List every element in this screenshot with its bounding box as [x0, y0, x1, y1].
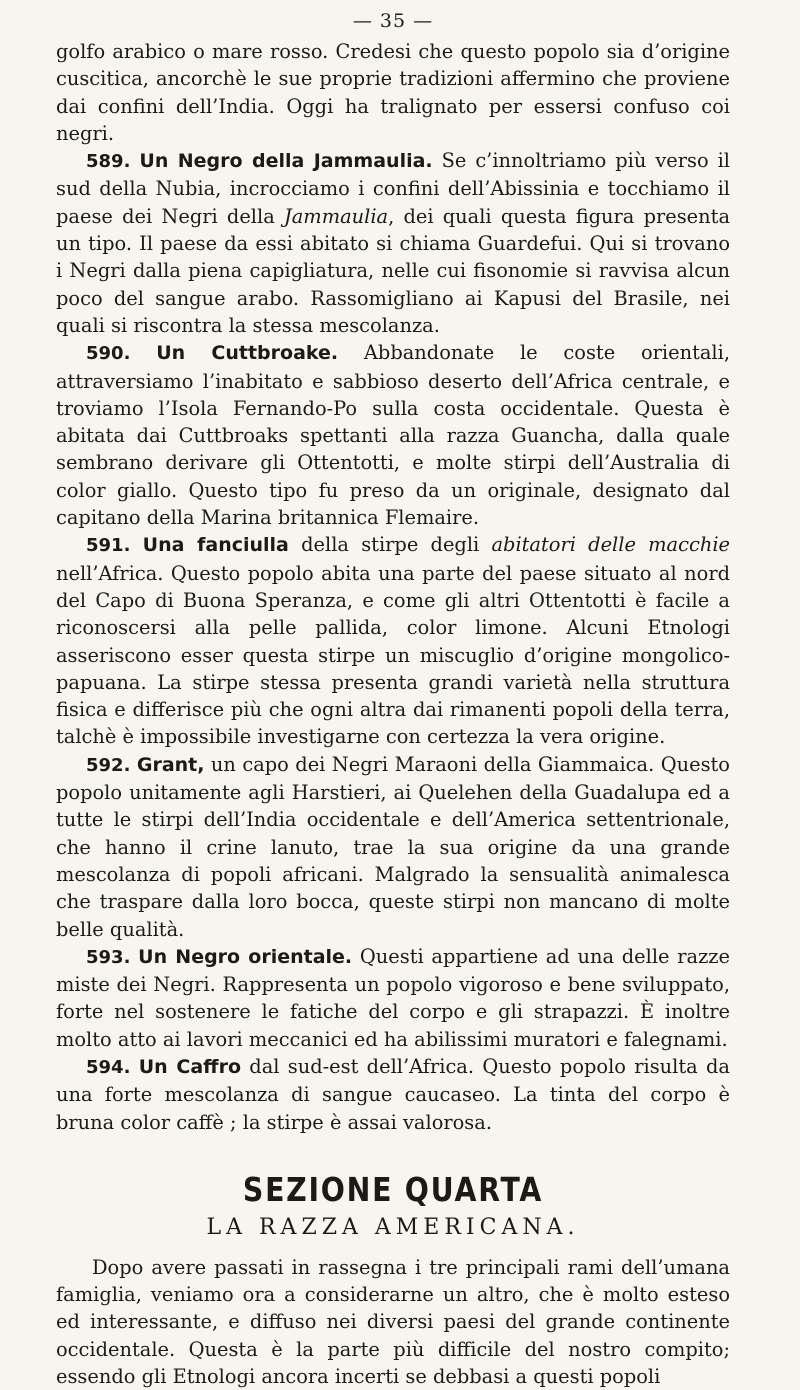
- entry-number: 591.: [86, 535, 131, 557]
- entry-591: [56, 531, 730, 750]
- entry-592: [56, 751, 730, 943]
- entry-italic-term: Jammaulia: [283, 204, 389, 228]
- entry-title: Una fanciulla: [142, 534, 289, 557]
- entry-text: Se c’innoltriamo più verso il sud della Nubia, incrocciamo i confini dell’Abissinia e tocchiamo il paese dei Negri della: [56, 149, 731, 228]
- entry-title: Un Negro orientale.: [138, 945, 353, 968]
- entry-593: [56, 943, 730, 1053]
- entry-590: [56, 339, 730, 531]
- entry-number: 593.: [86, 946, 131, 968]
- entry-title: Un Caffro: [138, 1055, 241, 1078]
- entry-title: Grant,: [136, 753, 205, 776]
- entry-number: 592.: [86, 754, 131, 776]
- entry-text-continued: nell’Africa. Questo popolo abita una parte del paese situato al nord del Capo di Buona Speranza, e come gli altri Ottentotti è facile a riconoscersi alla pelle pallida, color limone. Alcuni Etnologi asseriscono esser questa stirpe un miscuglio d’origine mongolico-papuana. La stirpe stessa presenta grandi varietà nella struttura fisica e differisce più che ogni altra dai rimanenti popoli della terra, talchè è impossibile investigarne con certezza la vera origine.: [56, 561, 730, 749]
- entry-number: 594.: [86, 1056, 131, 1078]
- entry-number: 590.: [86, 343, 131, 365]
- entry-text-continued: , dei quali questa figura presenta un tipo. Il paese da essi abitato si chiama Guardefui. Qui si trovano i Negri dalla piena capigliatura, nelle cui fisonomie si ravvisa alcun poco del sangue arabo. Rassomigliano ai Kapusi del Brasile, nei quali si riscontra la stessa mescolanza.: [56, 204, 730, 337]
- entry-text: Questi appartiene ad una delle razze miste dei Negri. Rappresenta un popolo vigoroso e bene sviluppato, forte nel sostenere le fatiche del corpo e gli strapazzi. È inoltre molto atto ai lavori meccanici ed ha abilissimi muratori e falegnami.: [56, 944, 730, 1051]
- entry-title: Un Cuttbroake.: [156, 342, 339, 365]
- page-number: — 35 —: [352, 10, 434, 32]
- entry-594: [56, 1053, 730, 1136]
- intro-paragraph: golfo arabico o mare rosso. Credesi che questo popolo sia d’origine cuscitica, ancorchè le sue proprie tradizioni affermino che proviene dai confini dell’India. Oggi ha tralignato per essersi confuso coi negri.: [56, 40, 730, 145]
- entry-number: 589.: [86, 151, 131, 173]
- entry-589: [56, 147, 730, 339]
- closing-block: [56, 1254, 730, 1390]
- entry-text: dal sud-est dell’Africa. Questo popolo risulta da una forte mescolanza di sangue caucaseo. La tinta del corpo è bruna color caffè ; la stirpe è assai valorosa.: [56, 1054, 730, 1134]
- entry-italic-term: abitatori delle macchie: [491, 533, 730, 557]
- entry-text: Abbandonate le coste orientali, attraversiamo l’inabitato e sabbioso deserto dell’Africa centrale, e troviamo l’Isola Fernando-Po sulla costa occidentale. Questa è abitata dai Cuttbroaks spettanti alla razza Guancha, dalla quale sembrano derivare gli Ottentotti, e molte stirpi dell’Australia di color giallo. Questo tipo fu preso da un originale, designato dal capitano della Marina britannica Flemaire.: [56, 341, 730, 530]
- entry-text: della stirpe degli: [288, 533, 492, 557]
- closing-paragraph: Dopo avere passati in rassegna i tre principali rami dell’umana famiglia, veniamo ora a considerarne un altro, che è molto esteso ed interessante, e diffuso nei diversi paesi del grande continente occidentale. Questa è la parte più difficile del nostro compito; essendo gli Etnologi ancora incerti se debbasi a questi popoli: [56, 1255, 730, 1389]
- entry-text: un capo dei Negri Maraoni della Giammaica. Questo popolo unitamente agli Harstieri, ai Quelehen della Guadalupa ed a tutte le stirpi dell’India occidentale e dell’America settentrionale, che hanno il crine lanuto, trae la sua origine da una grande mescolanza di popoli africani. Malgrado la sensualità animalesca che traspare dalla loro bocca, queste stirpi non mancano di molte belle qualità.: [56, 752, 730, 941]
- entry-title: Un Negro della Jammaulia.: [139, 150, 433, 173]
- section-subheading: LA RAZZA AMERICANA.: [206, 1214, 580, 1240]
- section-heading: SEZIONE QUARTA: [242, 1169, 544, 1209]
